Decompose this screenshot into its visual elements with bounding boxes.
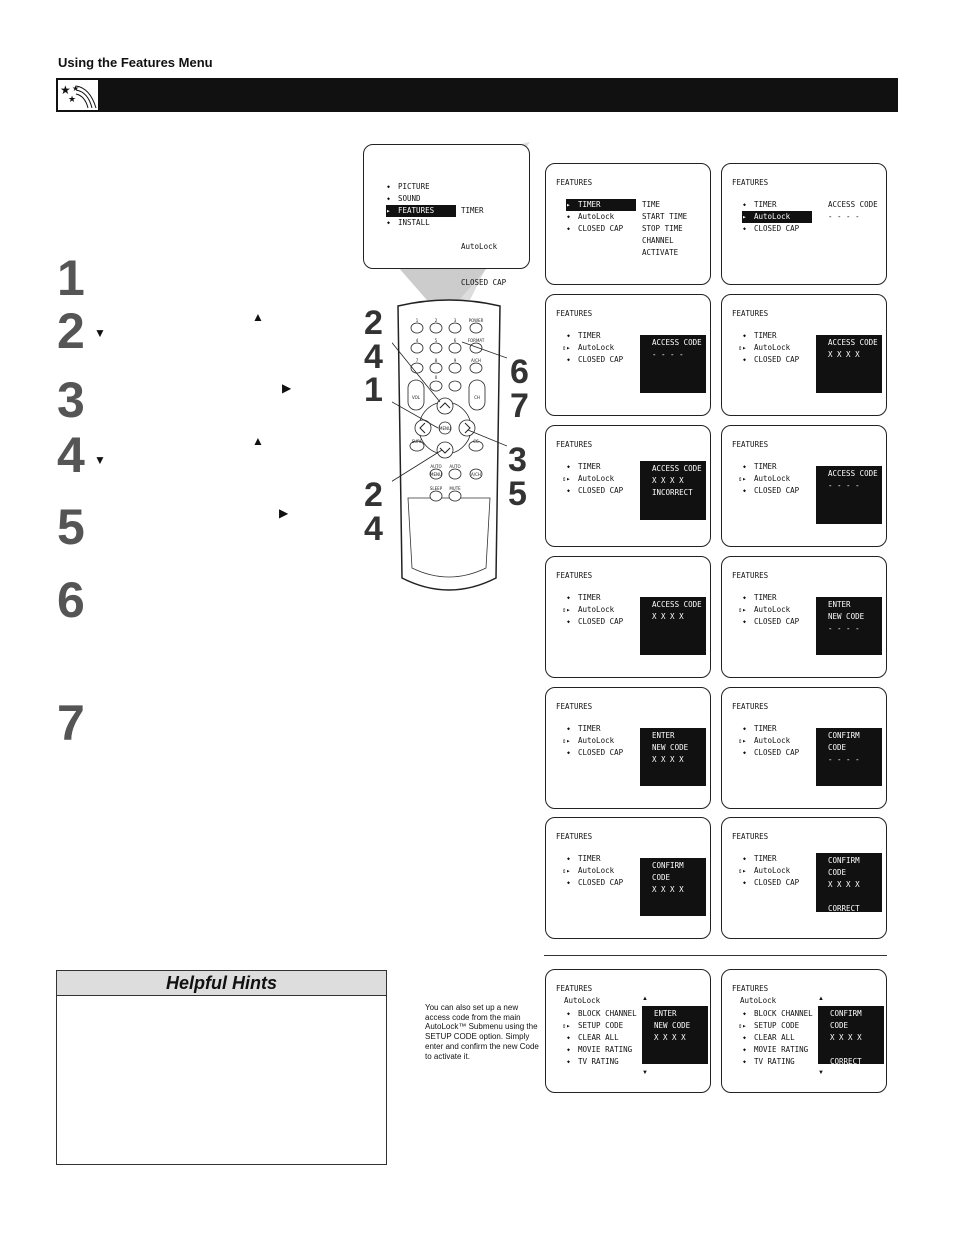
submenu-item: AutoLock xyxy=(461,242,498,251)
remote-key-label: A/CH xyxy=(471,472,481,477)
remote-key-label: AUTO xyxy=(430,464,442,469)
tv-screen xyxy=(721,294,887,416)
menu-item: ◆ CLOSED CAP xyxy=(566,616,623,628)
screen-detail: TIME START TIME STOP TIME CHANNEL ACTIVATE xyxy=(642,200,688,257)
remote-key-label: MENU xyxy=(430,472,442,477)
tv-screen xyxy=(545,425,711,547)
screen-title: FEATURES xyxy=(556,571,593,580)
remote-key-label: FORMAT xyxy=(467,338,485,343)
down-arrow-icon: ▼ xyxy=(94,453,106,467)
callout-label: 1 xyxy=(364,371,383,409)
menu-item: ◆ TIMER xyxy=(742,461,799,473)
submenu-item: CLOSED CAP xyxy=(461,278,507,287)
step-number-6: 6 xyxy=(57,572,85,628)
screen-title: FEATURES xyxy=(732,309,769,318)
scroll-down-icon: ▼ xyxy=(818,1070,824,1076)
submenu-item: TIMER xyxy=(461,206,484,215)
code-panel: ACCESS CODE - - - - xyxy=(816,466,882,524)
tv-screen xyxy=(545,294,711,416)
step-number-7: 7 xyxy=(57,695,85,751)
tv-screen xyxy=(545,969,711,1093)
menu-item: ◆ PICTURE xyxy=(386,181,456,193)
right-arrow-icon: ▶ xyxy=(279,506,289,520)
screen-menu xyxy=(566,592,623,628)
remote-key-label: MUTE xyxy=(449,486,461,491)
screen-menu xyxy=(742,853,799,889)
up-arrow-icon: ▲ xyxy=(252,310,264,324)
menu-item: ◆ MOVIE RATING xyxy=(742,1044,813,1056)
screen-detail: ACCESS CODE - - - - xyxy=(828,200,878,221)
screen-menu xyxy=(566,330,623,366)
code-panel: ENTER NEW CODE X X X X xyxy=(642,1006,708,1064)
tv-screen xyxy=(721,425,887,547)
menu-item: ⇕▸ AutoLock xyxy=(566,735,623,747)
menu-item: ⇕▸ AutoLock xyxy=(742,342,799,354)
menu-item: ◆ TIMER xyxy=(566,853,623,865)
menu-item: ◆ BLOCK CHANNEL xyxy=(566,1008,637,1020)
menu-item: ⇕▸ AutoLock xyxy=(566,473,623,485)
code-panel: CONFIRM CODE X X X X CORRECT xyxy=(818,1006,884,1064)
callout-label: 2 4 xyxy=(364,478,386,540)
screen-menu xyxy=(566,461,623,497)
remote-key-label: A/CH xyxy=(471,358,481,363)
remote-key-label: 6 xyxy=(453,338,457,343)
menu-item: ◆ TV RATING xyxy=(566,1056,637,1068)
tv-screen xyxy=(545,817,711,939)
remote-key-label: POWER xyxy=(468,318,484,323)
menu-item: ◆ TIMER xyxy=(742,199,812,211)
screen-title: FEATURES xyxy=(732,440,769,449)
screen-title: FEATURES xyxy=(556,984,593,993)
menu-item: ◆ CLOSED CAP xyxy=(742,354,799,366)
scroll-down-icon: ▼ xyxy=(642,1070,648,1076)
menu-item: ◆ TIMER xyxy=(566,723,623,735)
down-arrow-icon: ▼ xyxy=(94,326,106,340)
main-menu-screen xyxy=(363,144,530,287)
menu-item: ⇕▸ AutoLock xyxy=(566,604,623,616)
remote-key-label: SURF xyxy=(411,439,423,444)
code-panel: CONFIRM CODE X X X X xyxy=(640,858,706,916)
screen-title: FEATURES xyxy=(732,832,769,841)
callout-label: 6 7 xyxy=(510,355,532,419)
divider xyxy=(544,955,887,956)
svg-text:★: ★ xyxy=(72,84,80,93)
menu-item: ⇕▸ AutoLock xyxy=(742,604,799,616)
callout-label: 3 5 xyxy=(508,443,530,503)
screen-title: FEATURES xyxy=(732,571,769,580)
svg-text:★: ★ xyxy=(68,94,77,104)
remote-key-label: 3 xyxy=(453,318,457,323)
screen-menu xyxy=(742,199,812,235)
menu-item: ◆ TIMER xyxy=(742,853,799,865)
remote-key-label: CH xyxy=(474,395,480,400)
menu-item: ◆ MOVIE RATING xyxy=(566,1044,637,1056)
screen-title: FEATURES xyxy=(556,440,593,449)
code-panel: ACCESS CODE X X X X INCORRECT xyxy=(640,461,706,520)
remote-key-label: 1 xyxy=(415,318,419,323)
screen-menu xyxy=(566,199,636,235)
section-title: Using the Features Menu xyxy=(58,55,213,70)
step-number-1: 1 xyxy=(57,250,85,306)
up-arrow-icon: ▲ xyxy=(252,434,264,448)
menu-item: ◆ CLOSED CAP xyxy=(566,485,623,497)
screen-menu xyxy=(566,1008,637,1068)
menu-item: ◆ CLOSED CAP xyxy=(566,877,623,889)
tv-screen xyxy=(721,556,887,678)
tv-screen xyxy=(545,556,711,678)
screen-menu xyxy=(742,592,799,628)
screen-menu xyxy=(742,723,799,759)
screen-title: FEATURES xyxy=(732,702,769,711)
menu-item: ◆ BLOCK CHANNEL xyxy=(742,1008,813,1020)
menu-item: ◆ SOUND xyxy=(386,193,456,205)
screen-subtitle: AutoLock xyxy=(740,996,777,1005)
code-panel: ENTER NEW CODE - - - - xyxy=(816,597,882,655)
menu-item: ◆ TIMER xyxy=(742,723,799,735)
menu-item: ⇕▸ AutoLock xyxy=(742,735,799,747)
step-number-3: 3 xyxy=(57,372,85,428)
step-number-4: 4 xyxy=(57,427,85,483)
menu-item: ◆ AutoLock xyxy=(566,211,636,223)
helpful-hints-title: Helpful Hints xyxy=(57,971,386,996)
screen-menu xyxy=(566,853,623,889)
menu-item: ⇕▸ SETUP CODE xyxy=(566,1020,637,1032)
code-panel: ACCESS CODE X X X X xyxy=(640,597,706,655)
menu-item: ◆ CLOSED CAP xyxy=(566,747,623,759)
remote-key-label: CC xyxy=(473,439,479,444)
menu-item: ◆ CLOSED CAP xyxy=(742,747,799,759)
menu-item: ◆ CLOSED CAP xyxy=(566,223,636,235)
menu-item: ⇕▸ AutoLock xyxy=(566,865,623,877)
menu-item: ◆ CLOSED CAP xyxy=(742,223,812,235)
callout-label: 2 4 xyxy=(364,306,386,364)
screen-title: FEATURES xyxy=(732,984,769,993)
svg-text:★: ★ xyxy=(60,83,71,97)
code-panel: CONFIRM CODE - - - - xyxy=(816,728,882,786)
helpful-hints-box xyxy=(56,970,387,1165)
menu-item: ◆ CLEAR ALL xyxy=(566,1032,637,1044)
menu-item: ⇕▸ AutoLock xyxy=(742,211,812,223)
title-banner xyxy=(56,78,898,112)
menu-item: ◆ TV RATING xyxy=(742,1056,813,1068)
remote-key-label: 0 xyxy=(434,375,438,380)
remote-key-label: 5 xyxy=(434,338,438,343)
menu-item: ◆ CLEAR ALL xyxy=(742,1032,813,1044)
remote-key-label: SLEEP xyxy=(429,486,443,491)
screen-menu xyxy=(742,1008,813,1068)
screen-title: FEATURES xyxy=(556,702,593,711)
menu-item: ◆ CLOSED CAP xyxy=(742,877,799,889)
menu-item: ◆ TIMER xyxy=(566,330,623,342)
menu-item: ⇕▸ AutoLock xyxy=(742,473,799,485)
remote-key-label: 4 xyxy=(415,338,419,343)
menu-item: ◆ TIMER xyxy=(566,592,623,604)
remote-key-label: AUTO xyxy=(449,464,461,469)
menu-item: ◆ TIMER xyxy=(742,330,799,342)
menu-item: ◆ CLOSED CAP xyxy=(742,616,799,628)
tv-screen xyxy=(545,163,711,285)
remote-key-label: VOL xyxy=(411,395,421,400)
remote-key-label: 8 xyxy=(434,358,438,363)
scroll-up-icon: ▲ xyxy=(642,996,648,1002)
right-arrow-icon: ▶ xyxy=(282,381,292,395)
remote-key-label: 7 xyxy=(415,358,419,363)
menu-item: ⇕▸ FEATURES xyxy=(386,205,456,217)
screen-menu xyxy=(566,723,623,759)
hint-note: You can also set up a new access code from the main AutoLock™ Submenu using the SETUP CODE option. Simply enter and confirm the new Code to activate it. xyxy=(425,1003,539,1061)
screen-menu xyxy=(742,330,799,366)
tv-screen xyxy=(721,163,887,285)
menu-item: ◆ TIMER xyxy=(742,592,799,604)
screen-title: FEATURES xyxy=(556,178,593,187)
screen-title: FEATURES xyxy=(732,178,769,187)
step-number-5: 5 xyxy=(57,499,85,555)
screen-menu xyxy=(742,461,799,497)
remote-control xyxy=(392,298,507,598)
step-number-2: 2 xyxy=(57,303,85,359)
menu-item: ⇕▸ TIMER xyxy=(566,199,636,211)
menu-item: ◆ INSTALL xyxy=(386,217,456,229)
menu-item: ⇕▸ SETUP CODE xyxy=(742,1020,813,1032)
remote-key-label: 2 xyxy=(434,318,438,323)
code-panel: ACCESS CODE - - - - xyxy=(640,335,706,393)
code-panel: ENTER NEW CODE X X X X xyxy=(640,728,706,786)
tv-screen xyxy=(721,969,887,1093)
tv-screen xyxy=(721,687,887,809)
menu-item: ⇕▸ AutoLock xyxy=(566,342,623,354)
menu-item: ◆ CLOSED CAP xyxy=(742,485,799,497)
code-panel: ACCESS CODE X X X X xyxy=(816,335,882,393)
code-panel: CONFIRM CODE X X X X CORRECT xyxy=(816,853,882,912)
menu-item: ◆ CLOSED CAP xyxy=(566,354,623,366)
menu-item: ◆ TIMER xyxy=(566,461,623,473)
menu-item: ⇕▸ AutoLock xyxy=(742,865,799,877)
screen-subtitle: AutoLock xyxy=(564,996,601,1005)
remote-key-label: 9 xyxy=(453,358,457,363)
screen-title: FEATURES xyxy=(556,309,593,318)
tv-screen xyxy=(545,687,711,809)
remote-key-label: MENU xyxy=(439,426,451,431)
scroll-up-icon: ▲ xyxy=(818,996,824,1002)
screen-title: FEATURES xyxy=(556,832,593,841)
tv-screen xyxy=(721,817,887,939)
stars-icon xyxy=(58,80,98,110)
